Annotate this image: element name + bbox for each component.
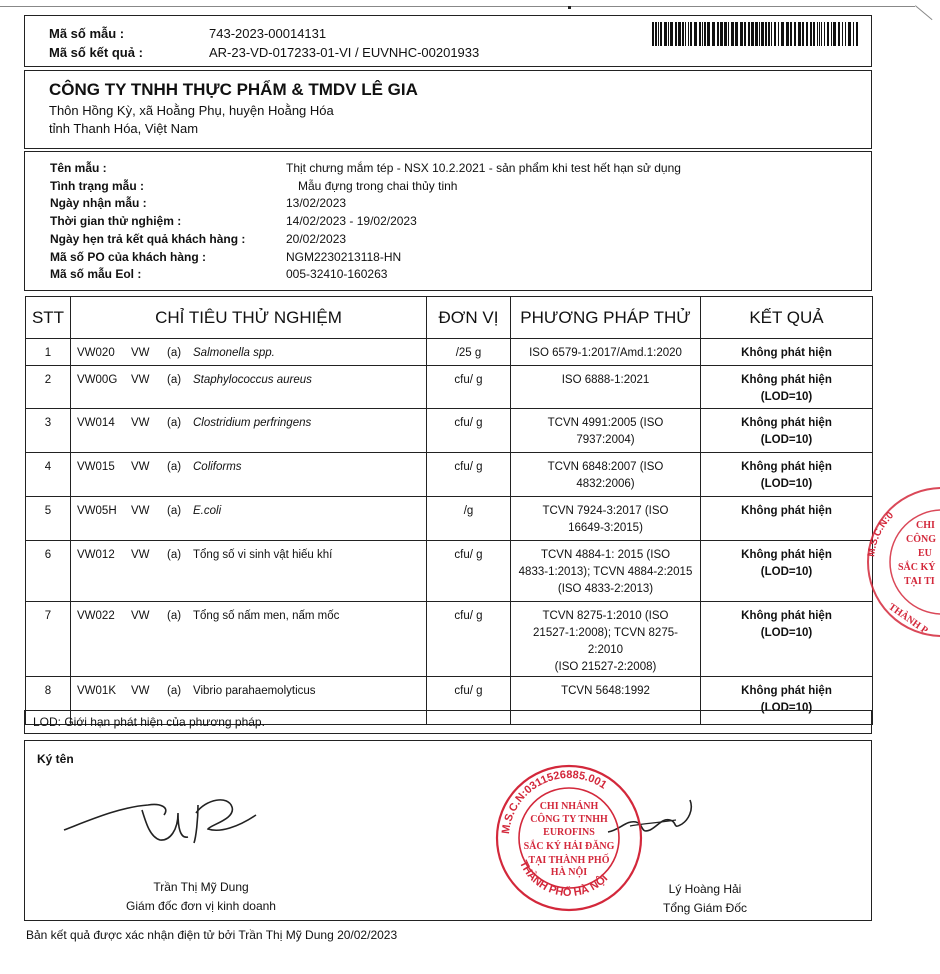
barcode-bar <box>786 22 789 46</box>
barcode-bar <box>652 22 654 46</box>
lod-note: LOD: Giới hạn phát hiện của phương pháp. <box>33 715 265 729</box>
results-table <box>25 296 873 725</box>
row-method: TCVN 4884-1: 2015 (ISO 4833-1:2013); TCVN 4884-2:2015 (ISO 4833-2:2013) <box>511 541 701 602</box>
table-row <box>26 497 873 541</box>
table-row <box>26 409 873 453</box>
seal-line2: CÔNG TY TNHH <box>530 814 608 825</box>
barcode-bar <box>670 22 673 46</box>
seal-line5: TẠI THÀNH PHỐ <box>528 855 610 866</box>
barcode-bar <box>781 22 784 46</box>
right-signer-name: Lý Hoàng Hải <box>668 882 742 896</box>
barcode-bar <box>817 22 818 46</box>
barcode-bar <box>707 22 710 46</box>
side-seal-ring: M.S.C.N:0 <box>866 510 896 558</box>
barcode-bar <box>774 22 776 46</box>
seal-line1: CHI NHÁNH <box>539 801 599 812</box>
left-signer-name: Trần Thị Mỹ Dung <box>153 880 249 894</box>
side-seal-line5: TẠI TI <box>904 576 935 587</box>
barcode-bar <box>768 22 770 46</box>
barcode-bar <box>731 22 734 46</box>
barcode-bar <box>660 22 662 46</box>
barcode-bar <box>824 22 825 46</box>
barcode-bar <box>751 22 754 46</box>
barcode-bar <box>798 22 801 46</box>
barcode-bar <box>833 22 836 46</box>
row-criteria: VW022 VW (a) Tổng số nấm men, nấm mốc <box>71 602 427 677</box>
barcode-bar <box>678 22 681 46</box>
right-edge-line <box>915 5 932 20</box>
barcode-bar <box>761 22 764 46</box>
barcode-bar <box>724 22 727 46</box>
side-seal-line6: THÀNH P <box>886 601 930 637</box>
barcode-bar <box>664 22 667 46</box>
row-unit: cfu/ g <box>427 409 511 453</box>
row-stt: 1 <box>26 339 71 366</box>
row-unit: cfu/ g <box>427 366 511 409</box>
row-stt: 8 <box>26 677 71 725</box>
barcode-bar <box>740 22 743 46</box>
row-unit: cfu/ g <box>427 602 511 677</box>
row-result: Không phát hiện <box>701 497 873 541</box>
barcode-bar <box>704 22 706 46</box>
sample-info-value: 13/02/2023 <box>286 196 347 211</box>
row-result: Không phát hiện (LOD=10) <box>701 453 873 497</box>
row-method: TCVN 6848:2007 (ISO 4832:2006) <box>511 453 701 497</box>
barcode-bar <box>856 22 858 46</box>
row-criteria: VW020 VW (a) Salmonella spp. <box>71 339 427 366</box>
barcode-bar <box>720 22 723 46</box>
lod-note-box <box>24 710 872 734</box>
signature-heading: Ký tên <box>37 752 74 766</box>
barcode-bar <box>838 22 840 46</box>
barcode-bar <box>717 22 719 46</box>
seal-ring-text: M.S.C.N:0311526885.001 <box>500 768 609 835</box>
side-seal-line1: CHI <box>916 520 935 531</box>
row-result: Không phát hiện (LOD=10) <box>701 366 873 409</box>
sample-info-label: Mã số PO của khách hàng : <box>50 249 207 264</box>
barcode-bar <box>690 22 692 46</box>
barcode-bar <box>813 22 815 46</box>
side-seal-line3: EU <box>918 548 932 559</box>
row-stt: 6 <box>26 541 71 602</box>
row-criteria: VW05H VW (a) E.coli <box>71 497 427 541</box>
client-name: CÔNG TY TNHH THỰC PHẨM & TMDV LÊ GIA <box>49 80 418 99</box>
sample-info-value: 20/02/2023 <box>286 231 347 246</box>
barcode-bar <box>853 22 854 46</box>
side-seal-line2: CÔNG <box>906 534 936 545</box>
punch-dot <box>568 6 571 9</box>
sample-info-label: Ngày nhận mẫu : <box>50 196 147 211</box>
side-seal <box>858 484 940 640</box>
row-unit: /25 g <box>427 339 511 366</box>
table-row <box>26 602 873 677</box>
barcode-bar <box>771 22 772 46</box>
barcode <box>652 22 858 46</box>
side-seal-line4: SẮC KÝ <box>898 562 936 573</box>
row-unit: /g <box>427 497 511 541</box>
sample-info-value: Thịt chưng mắm tép - NSX 10.2.2021 - sản phẩm khi test hết hạn sử dụng <box>286 161 681 175</box>
row-stt: 2 <box>26 366 71 409</box>
row-criteria: VW01K VW (a) Vibrio parahaemolyticus <box>71 677 427 725</box>
barcode-bar <box>848 22 851 46</box>
client-box <box>24 70 872 149</box>
barcode-bar <box>755 22 758 46</box>
table-row <box>26 366 873 409</box>
row-method: TCVN 4991:2005 (ISO 7937:2004) <box>511 409 701 453</box>
sample-info-value: 005-32410-160263 <box>286 267 388 282</box>
company-seal <box>494 763 644 913</box>
barcode-bar <box>794 22 796 46</box>
col-header-result: KẾT QUẢ <box>701 297 873 339</box>
row-stt: 5 <box>26 497 71 541</box>
row-method: ISO 6579-1:2017/Amd.1:2020 <box>511 339 701 366</box>
barcode-bar <box>688 22 689 46</box>
barcode-bar <box>728 22 729 46</box>
row-criteria: VW015 VW (a) Coliforms <box>71 453 427 497</box>
sample-info-label: Tên mẫu : <box>50 161 107 175</box>
row-result: Không phát hiện (LOD=10) <box>701 602 873 677</box>
row-stt: 7 <box>26 602 71 677</box>
barcode-bar <box>694 22 697 46</box>
sample-info-label: Mã số mẫu Eol : <box>50 267 142 282</box>
col-header-stt: STT <box>26 297 71 339</box>
seal-line3: EUROFINS <box>543 827 595 838</box>
row-criteria: VW014 VW (a) Clostridium perfringens <box>71 409 427 453</box>
barcode-bar <box>806 22 808 46</box>
row-criteria: VW012 VW (a) Tổng số vi sinh vật hiếu khí <box>71 541 427 602</box>
sample-info-value: NGM2230213118-HN <box>286 249 402 264</box>
barcode-bar <box>658 22 659 46</box>
table-row <box>26 453 873 497</box>
barcode-bar <box>685 22 686 46</box>
barcode-bar <box>842 22 843 46</box>
barcode-bar <box>682 22 684 46</box>
barcode-bar <box>744 22 746 46</box>
barcode-bar <box>765 22 767 46</box>
barcode-bar <box>821 22 822 46</box>
row-method: TCVN 7924-3:2017 (ISO 16649-3:2015) <box>511 497 701 541</box>
row-stt: 4 <box>26 453 71 497</box>
sample-info-value: 14/02/2023 - 19/02/2023 <box>286 214 417 229</box>
barcode-bar <box>845 22 846 46</box>
row-method: TCVN 5648:1992 <box>511 677 701 725</box>
table-header-row <box>26 297 873 339</box>
barcode-bar <box>831 22 832 46</box>
row-result: Không phát hiện (LOD=10) <box>701 677 873 725</box>
row-result: Không phát hiện (LOD=10) <box>701 409 873 453</box>
left-signer-title: Giám đốc đơn vị kinh doanh <box>126 899 276 913</box>
seal-line4: SẮC KÝ HẢI ĐĂNG <box>523 841 615 852</box>
row-criteria: VW00G VW (a) Staphylococcus aureus <box>71 366 427 409</box>
result-code-label: Mã số kết quả : <box>49 45 143 60</box>
row-result: Không phát hiện (LOD=10) <box>701 541 873 602</box>
barcode-bar <box>675 22 677 46</box>
barcode-bar <box>819 22 820 46</box>
row-method: ISO 6888-1:2021 <box>511 366 701 409</box>
top-edge-line <box>0 6 915 7</box>
barcode-bar <box>810 22 812 46</box>
col-header-criteria: CHỈ TIÊU THỬ NGHIỆM <box>71 297 427 339</box>
barcode-bar <box>655 22 657 46</box>
seal-ring-bottom: THÀNH PHỐ HÀ NỘI <box>516 858 611 900</box>
row-result: Không phát hiện <box>701 339 873 366</box>
sample-code-value: 743-2023-00014131 <box>209 26 327 41</box>
client-address-line1: Thôn Hồng Kỳ, xã Hoằng Phụ, huyện Hoằng Hóa <box>49 103 334 118</box>
row-unit: cfu/ g <box>427 453 511 497</box>
right-signer-title: Tổng Giám Đốc <box>662 901 748 915</box>
col-header-unit: ĐƠN VỊ <box>427 297 511 339</box>
sample-info-label: Tình trạng mẫu : <box>50 178 144 193</box>
barcode-bar <box>668 22 669 46</box>
footer-note: Bản kết quả được xác nhận điện tử bởi Trần Thị Mỹ Dung 20/02/2023 <box>26 928 398 942</box>
barcode-bar <box>778 22 779 46</box>
seal-line6: HÀ NỘI <box>550 867 588 878</box>
barcode-bar <box>827 22 829 46</box>
barcode-bar <box>699 22 701 46</box>
row-unit: cfu/ g <box>427 677 511 725</box>
barcode-bar <box>759 22 760 46</box>
barcode-bar <box>790 22 792 46</box>
sample-info-value: Mẫu đựng trong chai thủy tinh <box>298 178 458 193</box>
left-signature <box>60 785 280 865</box>
barcode-bar <box>802 22 804 46</box>
row-method: TCVN 8275-1:2010 (ISO 21527-1:2008); TCVN 8275-2:2010 (ISO 21527-2:2008) <box>511 602 701 677</box>
row-unit: cfu/ g <box>427 541 511 602</box>
barcode-bar <box>702 22 703 46</box>
table-row <box>26 541 873 602</box>
row-stt: 3 <box>26 409 71 453</box>
col-header-method: PHƯƠNG PHÁP THỬ <box>511 297 701 339</box>
sample-info-label: Ngày hẹn trả kết quả khách hàng : <box>50 231 246 246</box>
table-row <box>26 339 873 366</box>
sample-code-label: Mã số mẫu : <box>49 26 125 41</box>
client-address-line2: tỉnh Thanh Hóa, Việt Nam <box>49 121 199 136</box>
barcode-bar <box>735 22 738 46</box>
barcode-bar <box>748 22 750 46</box>
sample-info-label: Thời gian thử nghiệm : <box>50 214 182 229</box>
barcode-bar <box>712 22 715 46</box>
result-code-value: AR-23-VD-017233-01-VI / EUVNHC-00201933 <box>209 45 480 60</box>
